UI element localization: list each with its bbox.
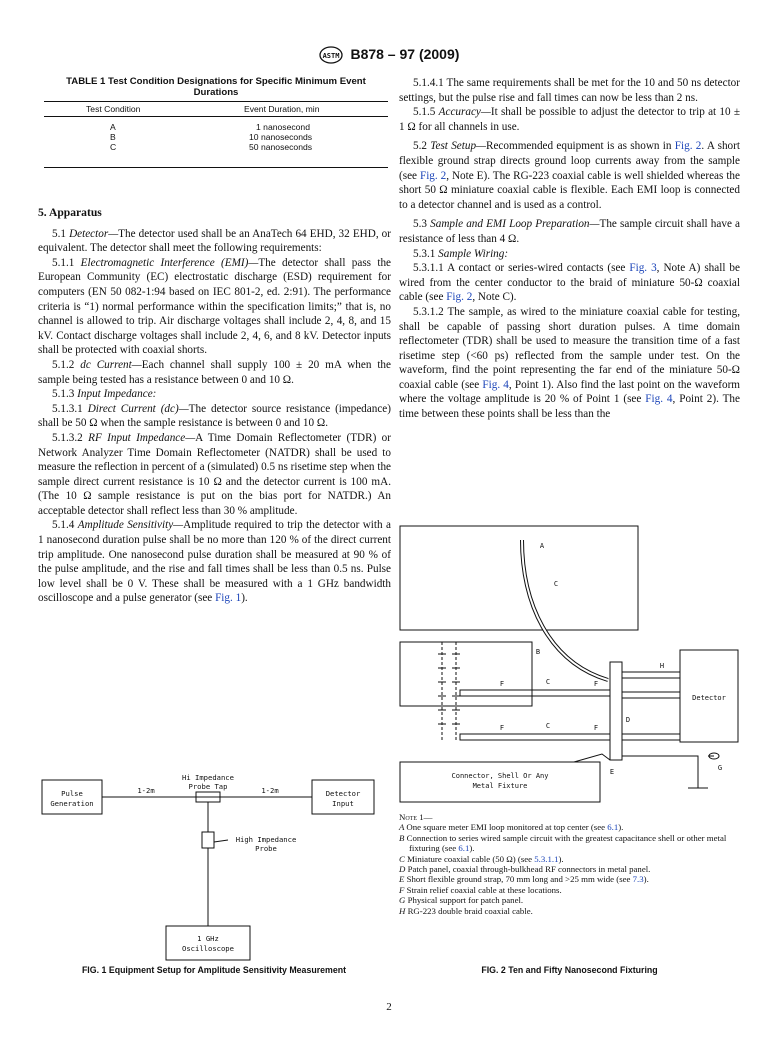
label-d: D bbox=[625, 716, 631, 724]
note-key: A bbox=[399, 822, 407, 833]
section-link[interactable]: 7.3 bbox=[632, 874, 644, 885]
para-5-1-4-1: 5.1.4.1 The same requirements shall be met for the 10 and 50 ns detector settings, but the pulse rise and fall times can now be less than 2 ns. bbox=[399, 77, 740, 104]
label-f: F bbox=[499, 724, 505, 732]
para-5-3: 5.3 Sample and EMI Loop Preparation—The sample circuit shall have a resistance of less than 4 Ω. bbox=[399, 218, 741, 245]
table-header-row bbox=[44, 101, 388, 117]
table-cell: 1 nanosecond bbox=[256, 122, 310, 132]
section-link[interactable]: 5.3.1.1 bbox=[534, 853, 559, 864]
detector-label: Detector bbox=[692, 694, 726, 702]
rg223-cable bbox=[622, 672, 680, 678]
label-f: F bbox=[593, 680, 599, 688]
probe-tap-label: Hi Impedance bbox=[182, 773, 234, 782]
label-c: C bbox=[553, 580, 559, 588]
note-text: Patch panel, coaxial through-bulkhead RF connectors in metal panel. bbox=[407, 864, 651, 875]
para-5-1-3-1: 5.1.3.1 Direct Current (dc)—The detector source resistance (impedance) shall be 50 Ω when the sample resistance is between 0 and 10 Ω. bbox=[38, 402, 391, 430]
note-text: Strain relief coaxial cable at these locations. bbox=[406, 884, 562, 895]
label-h: H bbox=[659, 662, 665, 670]
note-text: One square meter EMI loop monitored at top center (see bbox=[406, 822, 608, 833]
note-key: D bbox=[399, 864, 408, 875]
para-5-1-3: 5.1.3 Input Impedance: bbox=[52, 388, 157, 401]
fig-4-link[interactable]: Fig. 4 bbox=[645, 393, 673, 406]
scope-label: 1 GHz bbox=[197, 934, 219, 943]
note-title: Note 1— bbox=[399, 812, 433, 822]
scope-label: Oscilloscope bbox=[182, 944, 234, 953]
probe-leader-line bbox=[214, 840, 228, 842]
note-text-end: ). bbox=[643, 874, 649, 885]
svg-text:ASTM: ASTM bbox=[322, 52, 339, 61]
pulse-gen-label: Pulse bbox=[61, 789, 83, 798]
note-key: E bbox=[399, 874, 407, 885]
table-1 bbox=[44, 76, 388, 168]
label-a: A bbox=[539, 542, 545, 550]
table-title: TABLE 1 Test Condition Designations for Specific Minimum Event Durations bbox=[66, 76, 366, 98]
para-5-2: 5.2 Test Setup—Recommended equipment is as shown in Fig. 2. A short flexible ground strap directs ground loop currents away from the sample (see Fig. 2, Note E). The RG-223 coaxial cable is well shielded whereas the short 50 Ω miniature coaxial cable is flexible. Each EMI loop is connected to a detector channel and is used as a control. bbox=[399, 140, 740, 211]
figure-note bbox=[399, 822, 740, 832]
note-text: Connection to series wired sample circuit with the greatest capacitance shell or other metal fixturing (see bbox=[406, 832, 727, 854]
figure-note bbox=[399, 864, 740, 874]
fig-2-link[interactable]: Fig. 2 bbox=[446, 291, 473, 304]
table-cell: B bbox=[110, 132, 116, 142]
astm-logo-icon bbox=[319, 46, 343, 64]
col-header: Event Duration, min bbox=[244, 104, 320, 114]
figure-note bbox=[399, 885, 740, 895]
fig-2-link[interactable]: Fig. 2 bbox=[419, 169, 447, 182]
mini-coax-cable bbox=[460, 690, 610, 696]
label-b: B bbox=[535, 648, 541, 656]
fig-2-link[interactable]: Fig. 2 bbox=[674, 140, 702, 153]
probe-label: High Impedance bbox=[235, 835, 297, 844]
detector-input-label: Detector bbox=[325, 789, 361, 798]
probe-tap-label: Probe Tap bbox=[188, 782, 228, 791]
length-label: 1-2m bbox=[261, 786, 279, 795]
emi-loop-box bbox=[400, 526, 638, 630]
label-f: F bbox=[593, 724, 599, 732]
section-heading: 5. Apparatus bbox=[38, 206, 102, 219]
note-text-end: ). bbox=[558, 853, 564, 864]
label-c: C bbox=[545, 722, 551, 730]
figure-2-notes bbox=[399, 812, 740, 916]
probe-label: Probe bbox=[255, 844, 277, 853]
label-c: C bbox=[545, 678, 551, 686]
fixture-label: Metal Fixture bbox=[472, 782, 528, 790]
note-text: Miniature coaxial cable (50 Ω) (see bbox=[407, 853, 535, 864]
table-cell: 50 nanoseconds bbox=[249, 142, 313, 152]
high-impedance-probe-icon bbox=[202, 832, 214, 848]
para-5-1-3-2: 5.1.3.2 RF Input Impedance—A Time Domain Reflectometer (TDR) or Network Analyzer Time Domain Reflectometer (NATDR) shall be used to measure the reflection in percent of a (simulated) 0.5 ns risetime step when the sample direct current resistance is 10 Ω and the detector current is 100 mA. (The 10 Ω sample resistance is put on the bias port for NATDR.) An acceptable detector shall reflect less than 30 % amplitude. bbox=[38, 431, 392, 517]
table-body bbox=[44, 117, 388, 168]
figure-note bbox=[399, 833, 740, 854]
left-column bbox=[38, 206, 391, 606]
fig-4-link[interactable]: Fig. 4 bbox=[482, 378, 509, 391]
para-5-1-5: 5.1.5 Accuracy—It shall be possible to adjust the detector to trip at 10 ± 1 Ω for all channels in use. bbox=[399, 106, 741, 133]
label-g: G bbox=[717, 764, 723, 772]
length-label: 1-2m bbox=[137, 786, 155, 795]
note-key: H bbox=[399, 905, 408, 916]
notes-list bbox=[399, 822, 740, 916]
table-cell: 10 nanoseconds bbox=[249, 132, 313, 142]
patch-panel bbox=[610, 662, 622, 760]
sample-contacts bbox=[438, 642, 460, 740]
note-text-end: ). bbox=[618, 822, 624, 833]
section-link[interactable]: 6.1 bbox=[607, 822, 619, 833]
figure-1-diagram bbox=[38, 770, 388, 964]
para-5-1-2: 5.1.2 dc Current—Each channel shall supply 100 ± 20 mA when the sample being tested has a resistance between 0 and 10 Ω. bbox=[38, 358, 391, 386]
table-cell: A bbox=[110, 122, 116, 132]
ground-strap bbox=[574, 754, 610, 762]
figure-note bbox=[399, 906, 740, 916]
note-text: Short flexible ground strap, 70 mm long and >25 mm wide (see bbox=[406, 874, 633, 885]
para-5-3-1-1: 5.3.1.1 A contact or series-wired contacts (see Fig. 3, Note A) shall be wired from the center conductor to the braid of miniature 50-Ω coaxial cable (see Fig. 2, Note C). bbox=[399, 262, 740, 304]
note-key: F bbox=[399, 884, 407, 895]
col-header: Test Condition bbox=[86, 104, 141, 114]
rg223-cable bbox=[622, 692, 680, 698]
para-5-1-4: 5.1.4 Amplitude Sensitivity—Amplitude required to trip the detector with a 1 nanosecond duration pulse shall be no more than 120 % of the direct current trip amplitude. One nanosecond pulse duration shall be measured at 90 % of the pulse amplitude, and the rise and fall times shall be less than 0.5 ns. Pulse low level shall be 0 V. These shall be measured with a 1 GHz bandwidth oscilloscope and a pulse generator (see Fig. 1). bbox=[38, 519, 391, 605]
para-5-3-1: 5.3.1 Sample Wiring: bbox=[413, 247, 509, 260]
figure-note bbox=[399, 854, 740, 864]
figure-1-caption: FIG. 1 Equipment Setup for Amplitude Sensitivity Measurement bbox=[81, 965, 347, 975]
table-cell: C bbox=[110, 142, 117, 152]
note-key: B bbox=[399, 832, 407, 843]
oscilloscope-box bbox=[166, 926, 250, 960]
figure-note bbox=[399, 874, 740, 884]
figure-2-diagram bbox=[398, 522, 740, 804]
note-text-end: ). bbox=[469, 843, 475, 854]
section-link[interactable]: 6.1 bbox=[458, 843, 470, 854]
detector-input-label: Input bbox=[332, 799, 354, 808]
note-key: G bbox=[399, 895, 408, 906]
note-key: C bbox=[399, 853, 408, 864]
para-5-1: 5.1 Detector—The detector used shall be an AnaTech 64 EHD, 32 EHD, or equivalent. The detector shall meet the following requirements: bbox=[38, 227, 392, 255]
rg223-cable bbox=[622, 734, 680, 740]
fig-3-link[interactable]: Fig. 3 bbox=[629, 262, 657, 275]
para-5-3-1-2: 5.3.1.2 The sample, as wired to the miniature coaxial cable for testing, shall be capable of passing short duration pulses. A time domain reflectometer (TDR) shall be used to measure the transition time of a fast risetime step (<60 ps) reflected from the sample under test. On the waveform, find the point representing the far end of the miniature 50-Ω coaxial cable (see Fig. 4, Point 1). Also find the last point on the waveform where the voltage amplitude is 20 % of Point 1 (see Fig. 4, Point 2). The time between these points shall be less than the bbox=[399, 305, 740, 421]
pulse-gen-label: Generation bbox=[50, 799, 94, 808]
label-e: E bbox=[609, 768, 615, 776]
figure-note bbox=[399, 895, 740, 905]
panel-support bbox=[622, 756, 714, 788]
right-column bbox=[399, 76, 740, 422]
document-header bbox=[0, 46, 778, 64]
label-f: F bbox=[499, 680, 505, 688]
fig-1-link[interactable]: Fig. 1 bbox=[215, 592, 242, 605]
designation: B878 – 97 (2009) bbox=[350, 46, 460, 62]
mini-coax-cable bbox=[460, 734, 610, 740]
note-text: Physical support for patch panel. bbox=[407, 895, 524, 906]
para-5-1-1: 5.1.1 Electromagnetic Interference (EMI)—The detector shall pass the European Community (EC) electrostatic discharge (ESD) requirement for computers (EN 50 082-1:94 based on IEC 801-2, ed. 2:91). The performance criteria is “1) normal performance within the specification limits;” that is, no channel is allowed to trip. Air discharge voltages shall include 2, 4, 8, and 15 kV. Contact discharge voltages shall include 2, 4, 6, and 8 kV. Detector inputs shall be protected with coaxial shorts. bbox=[38, 256, 391, 357]
fixture-label: Connector, Shell Or Any bbox=[451, 772, 549, 780]
figure-2-caption: FIG. 2 Ten and Fifty Nanosecond Fixturing bbox=[481, 965, 658, 975]
page-number: 2 bbox=[386, 1001, 392, 1013]
note-text: RG-223 double braid coaxial cable. bbox=[407, 905, 533, 916]
